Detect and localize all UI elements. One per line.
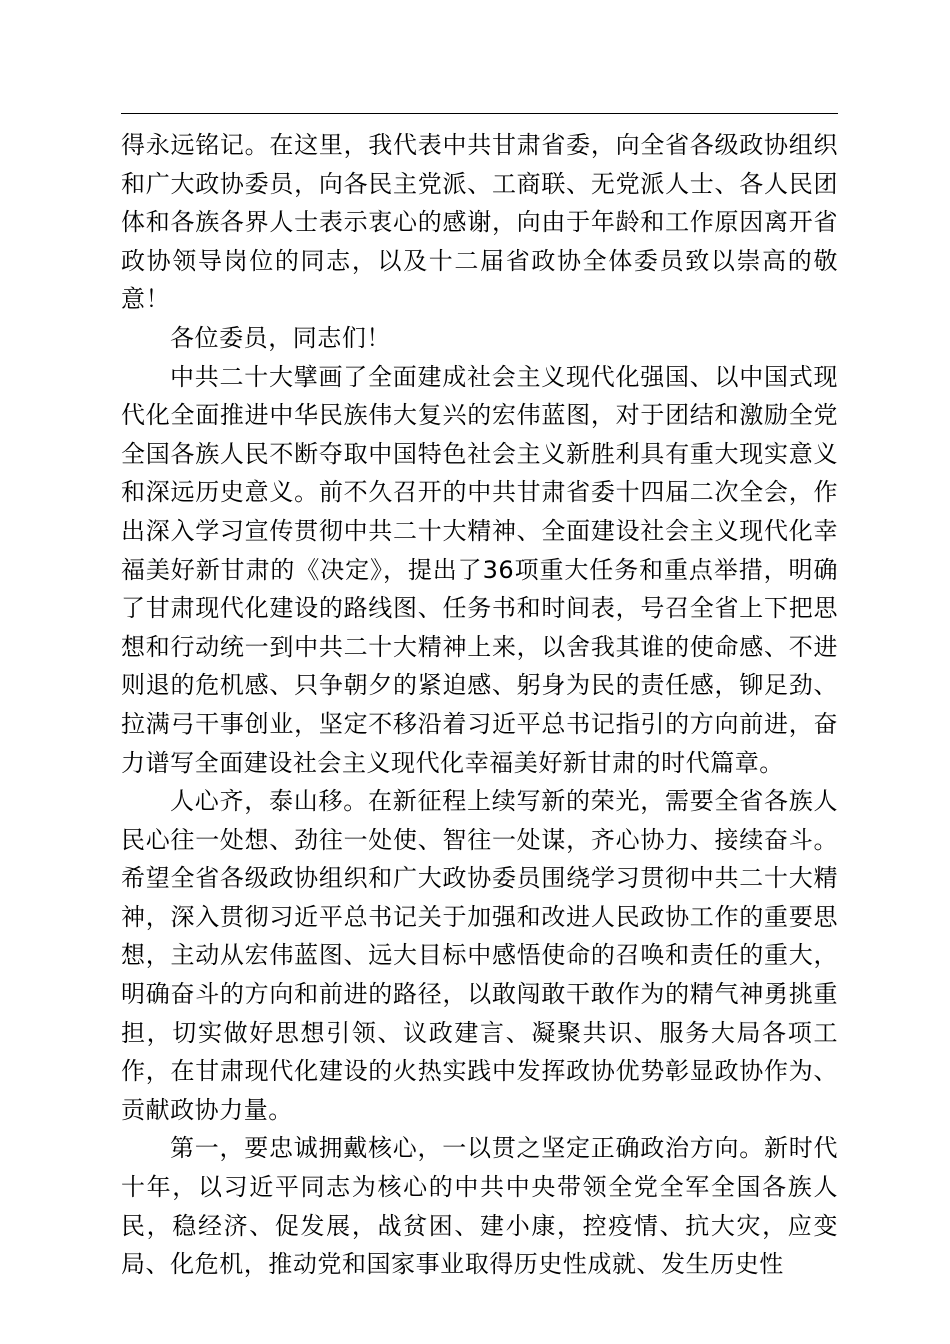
header-rule (121, 113, 838, 114)
paragraph-salutation: 各位委员，同志们！ (170, 323, 391, 352)
paragraph-continuation: 得永远铭记。在这里，我代表中共甘肃省委，向全省各级政协组织和广大政协委员，向各民主党派、工商联、无党派人士、各人民团体和各族各界人士表示衷心的感谢，向由于年龄和工作原因离开省政协领导岗位的同志，以及十二届省政协全体委员致以崇高的敬意！ (121, 131, 838, 314)
document-body (121, 126, 838, 1284)
paragraph-first-point: 第一，要忠诚拥戴核心，一以贯之坚定正确政治方向。新时代十年，以习近平同志为核心的中共中央带领全党全军全国各族人民，稳经济、促发展，战贫困、建小康，控疫情、抗大灾，应变局、化危机，推动党和国家事业取得历史性成就、发生历史性 (121, 1134, 838, 1279)
paragraph-blueprint: 中共二十大擘画了全面建成社会主义现代化强国、以中国式现代化全面推进中华民族伟大复兴的宏伟蓝图，对于团结和激励全党全国各族人民不断夺取中国特色社会主义新胜利具有重大现实意义和深远历史意义。前不久召开的中共甘肃省委十四届二次全会，作出深入学习宣传贯彻中共二十大精神、全面建设社会主义现代化幸福美好新甘肃的《决定》，提出了36项重大任务和重点举措，明确了甘肃现代化建设的路线图、任务书和时间表，号召全省上下把思想和行动统一到中共二十大精神上来，以舍我其谁的使命感、不进则退的危机感、只争朝夕的紧迫感、躬身为民的责任感，铆足劲、拉满弓干事创业，坚定不移沿着习近平总书记指引的方向前进，奋力谱写全面建设社会主义现代化幸福美好新甘肃的时代篇章。 (121, 362, 838, 777)
paragraph-unity: 人心齐，泰山移。在新征程上续写新的荣光，需要全省各族人民心往一处想、劲往一处使、智往一处谋，齐心协力、接续奋斗。希望全省各级政协组织和广大政协委员围绕学习贯彻中共二十大精神，深入贯彻习近平总书记关于加强和改进人民政协工作的重要思想，主动从宏伟蓝图、远大目标中感悟使命的召唤和责任的重大，明确奋斗的方向和前进的路径，以敢闯敢干敢作为的精气神勇挑重担，切实做好思想引领、议政建言、凝聚共识、服务大局各项工作，在甘肃现代化建设的火热实践中发挥政协优势彰显政协作为、贡献政协力量。 (121, 787, 838, 1124)
